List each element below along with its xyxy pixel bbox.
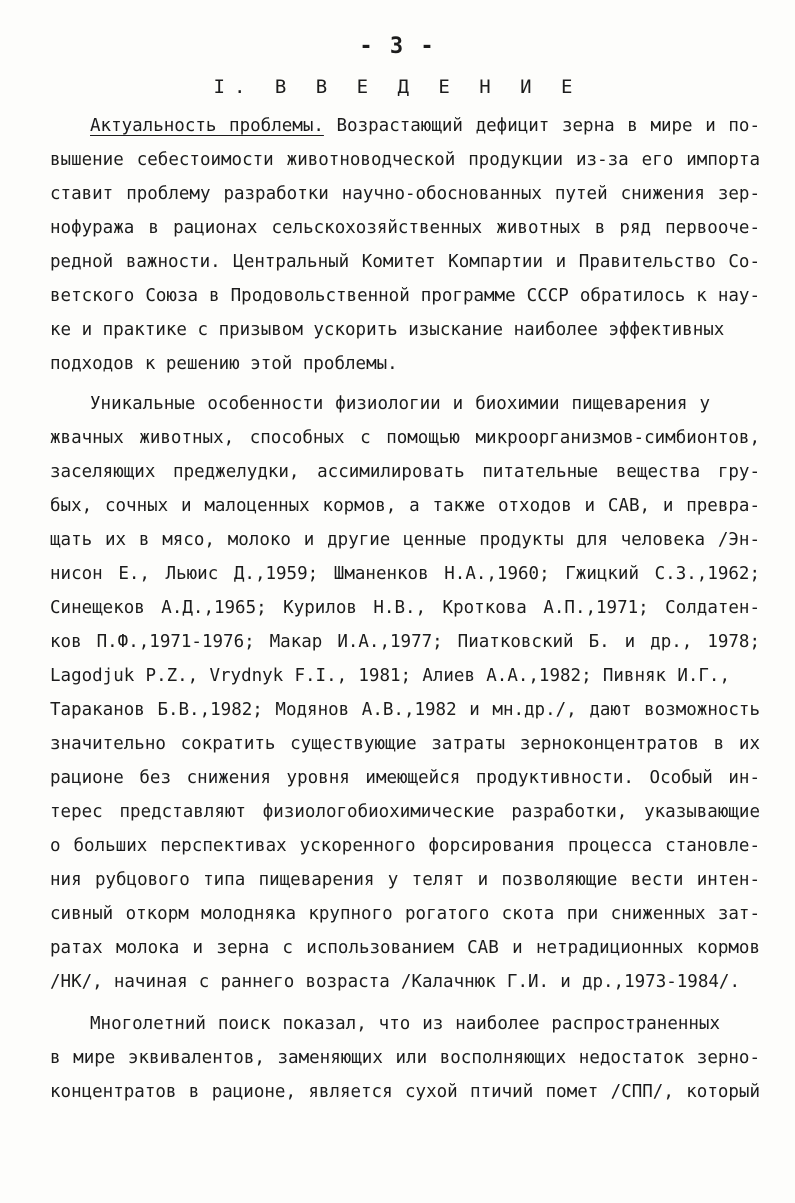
paragraph-line: рационе без снижения уровня имеющейся продуктивности. Особый ин-: [50, 768, 760, 788]
paragraph-line: Lagodjuk P.Z., Vrydnyk F.I., 1981; Алиев А.А.,1982; Пивняк И.Г.,: [50, 666, 730, 686]
page-number: - 3 -: [359, 34, 436, 59]
paragraph-line: ставит проблему разработки научно-обоснованных путей снижения зер-: [50, 184, 760, 204]
paragraph-line: подходов к решению этой проблемы.: [50, 354, 398, 374]
paragraph-line: Уникальные особенности физиологии и биохимии пищеварения у: [90, 394, 710, 414]
paragraph-line: в мире эквивалентов, заменяющих или восполняющих недостаток зерно-: [50, 1048, 760, 1068]
section-heading: I. В В Е Д Е Н И Е: [213, 76, 582, 98]
paragraph-line: жвачных животных, способных с помощью микроорганизмов-симбионтов,: [50, 428, 760, 448]
paragraph-line: редной важности. Центральный Комитет Компартии и Правительство Со-: [50, 252, 760, 272]
paragraph-line: ветского Союза в Продовольственной программе СССР обратилось к нау-: [50, 286, 760, 306]
paragraph-line: Тараканов Б.В.,1982; Модянов А.В.,1982 и мн.др./, дают возможность: [50, 700, 760, 720]
paragraph-line: Многолетний поиск показал, что из наиболее распространенных: [90, 1014, 720, 1034]
paragraph-line: ков П.Ф.,1971-1976; Макар И.А.,1977; Пиатковский Б. и др., 1978;: [50, 632, 760, 652]
paragraph-line: терес представляют физиологобиохимические разработки, указывающие: [50, 802, 760, 822]
paragraph-line: сивный откорм молодняка крупного рогатого скота при сниженных зат-: [50, 904, 760, 924]
paragraph-line: Актуальность проблемы. Возрастающий дефицит зерна в мире и по-: [90, 116, 760, 136]
paragraph-line: Синещеков А.Д.,1965; Курилов Н.В., Кроткова А.П.,1971; Солдатен-: [50, 598, 760, 618]
paragraph-line: ратах молока и зерна с использованием САВ и нетрадиционных кормов: [50, 938, 760, 958]
paragraph-line: концентратов в рационе, является сухой птичий помет /СПП/, который: [50, 1082, 760, 1102]
paragraph-line: ния рубцового типа пищеварения у телят и позволяющие вести интен-: [50, 870, 760, 890]
section-title: Актуальность проблемы.: [90, 116, 324, 136]
paragraph-line: нофуража в рационах сельскохозяйственных животных в ряд первооче-: [50, 218, 760, 238]
paragraph-line: /НК/, начиная с раннего возраста /Калачнюк Г.И. и др.,1973-1984/.: [50, 972, 740, 992]
paragraph-line: значительно сократить существующие затраты зерноконцентратов в их: [50, 734, 760, 754]
paragraph-line: ке и практике с призывом ускорить изыскание наиболее эффективных: [50, 320, 725, 340]
paragraph-line: бых, сочных и малоценных кормов, а также отходов и САВ, и превра-: [50, 496, 760, 516]
paragraph-line: о больших перспективах ускоренного форсирования процесса становле-: [50, 836, 760, 856]
paragraph-line: нисон Е., Льюис Д.,1959; Шманенков Н.А.,1960; Гжицкий С.З.,1962;: [50, 564, 760, 584]
paragraph-line: заселяющих преджелудки, ассимилировать питательные вещества гру-: [50, 462, 760, 482]
paragraph-line: щать их в мясо, молоко и другие ценные продукты для человека /Эн-: [50, 530, 760, 550]
paragraph-line: вышение себестоимости животноводческой продукции из-за его импорта: [50, 150, 760, 170]
